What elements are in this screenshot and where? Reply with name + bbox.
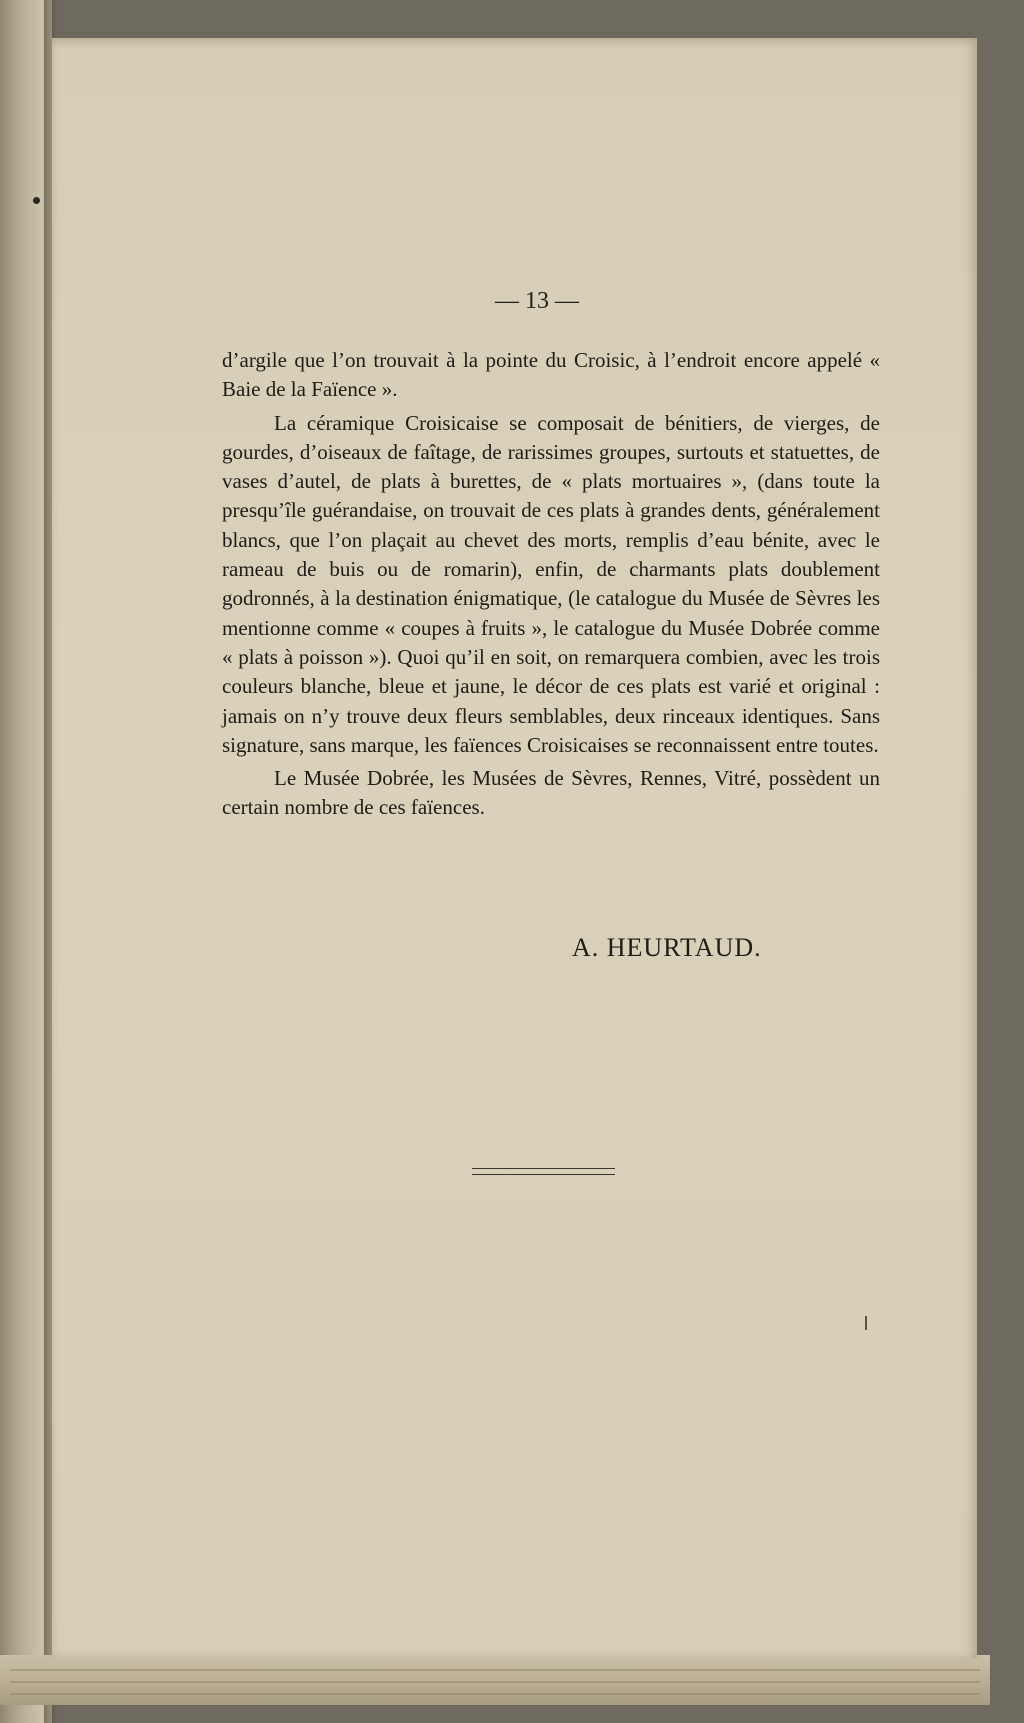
paragraph-3: Le Musée Dobrée, les Musées de Sèvres, Rennes, Vitré, possèdent un certain nombre de ces faïences. [222,766,880,820]
author-signature: A. HEURTAUD. [572,933,762,962]
closing-rule-top [472,1168,615,1169]
body-text [222,346,880,823]
paper-speck [865,1316,867,1330]
page-number: — 13 — [495,288,579,314]
paragraph-2: La céramique Croisicaise se composait de bénitiers, de vierges, de gourdes, d’oiseaux de faîtage, de rarissimes groupes, surtouts et statuettes, de vases d’autel, de plats à burettes, de « plats mortuaires », (dans toute la presqu’île guérandaise, on trouvait de ces plats à grandes dents, généralement blancs, que l’on plaçait au chevet des morts, remplis d’eau bénite, avec le rameau de buis ou de romarin), enfin, de charmants plats doublement godronnés, à la destination énigmatique, (le catalogue du Musée de Sèvres les mentionne comme « coupes à fruits », le catalogue du Musée Dobrée comme « plats à poisson »). Quoi qu’il en soit, on remarquera combien, avec les trois couleurs blanche, bleue et jaune, le décor de ces plats est varié et original : jamais on n’y trouve deux fleurs semblables, deux rinceaux identiques. Sans signature, sans marque, les faïences Croisicaises se reconnaissent entre toutes. [222,410,880,757]
page-stack-edge [0,1655,990,1705]
paragraph-1: d’argile que l’on trouvait à la pointe du Croisic, à l’endroit encore appelé « Baie de la Faïence ». [222,348,880,402]
closing-rule-bottom [472,1174,615,1175]
document-page [52,38,977,1658]
ink-dot [33,197,40,204]
